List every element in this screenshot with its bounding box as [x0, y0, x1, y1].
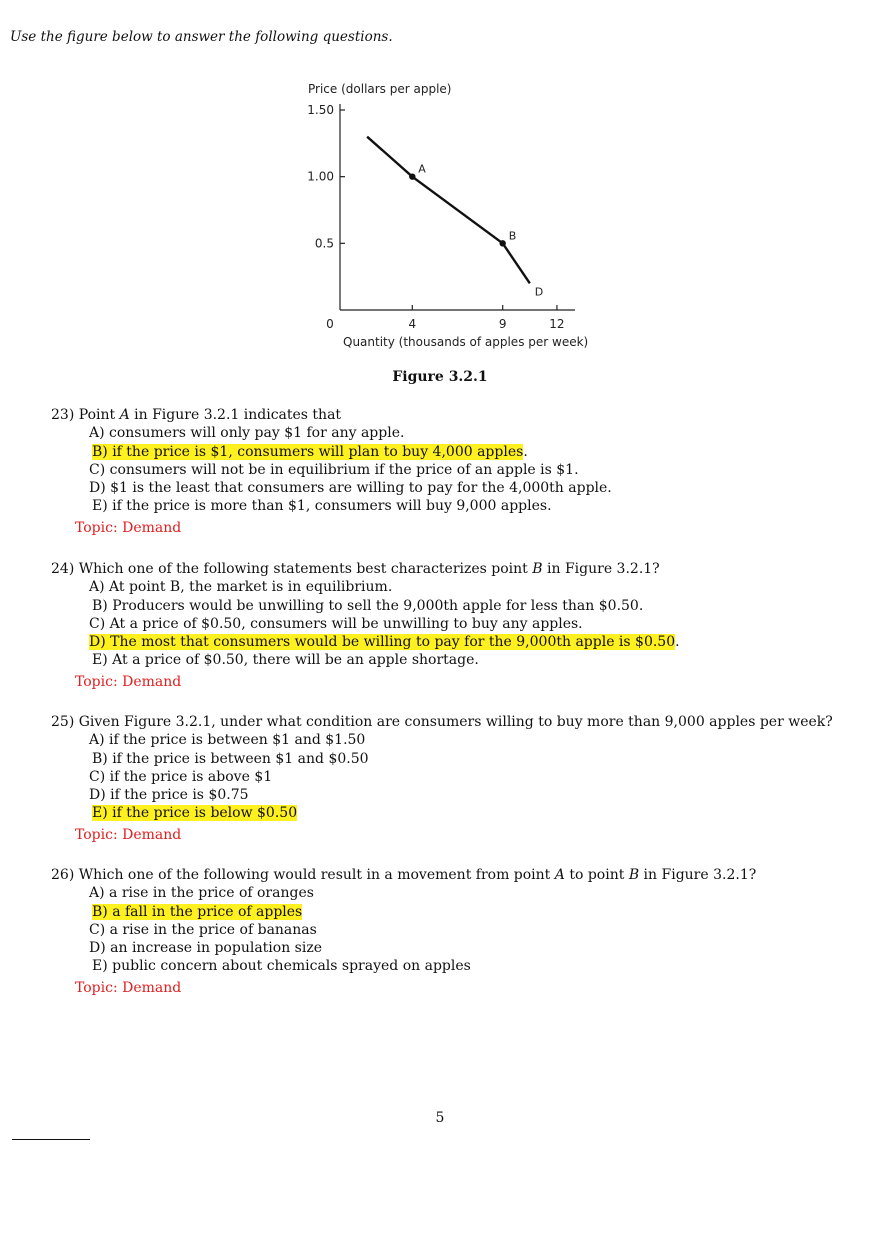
answer-option — [51, 921, 756, 939]
x-tick-label: 12 — [549, 317, 565, 331]
highlighted-answer: D) The most that consumers would be willing to pay for the 9,000th apple is $0.50 — [89, 634, 676, 651]
point-d-label: D — [534, 285, 544, 299]
stem-text: in Figure 3.2.1 indicates that — [129, 407, 342, 423]
demand-chart — [295, 75, 595, 365]
answer-option — [51, 615, 680, 633]
question-stem — [51, 713, 833, 731]
question-stem — [51, 406, 612, 424]
question-23 — [51, 406, 612, 537]
answer-option — [51, 750, 833, 768]
option-text: A) a rise in the price of oranges — [89, 885, 314, 902]
option-text: C) a rise in the price of bananas — [89, 921, 317, 938]
highlighted-answer: B) a fall in the price of apples — [92, 903, 303, 920]
topic-label: Topic: Demand — [75, 826, 182, 843]
footnote-rule — [12, 1139, 90, 1140]
option-text: D) if the price is $0.75 — [89, 787, 249, 804]
x-axis-title: Quantity (thousands of apples per week) — [343, 335, 589, 349]
option-text: A) consumers will only pay $1 for any apple. — [89, 425, 405, 442]
stem-text: in Figure 3.2.1? — [542, 561, 660, 577]
page-number: 5 — [435, 1110, 445, 1126]
answer-option — [51, 651, 680, 669]
question-26 — [51, 866, 756, 997]
answer-option — [51, 424, 612, 442]
answer-option — [51, 578, 680, 596]
option-text: B) Producers would be unwilling to sell the 9,000th apple for less than $0.50. — [92, 597, 644, 614]
answer-option — [51, 731, 833, 749]
topic-label: Topic: Demand — [75, 673, 182, 690]
highlighted-answer: B) if the price is $1, consumers will plan to buy 4,000 apples — [92, 443, 524, 460]
option-text: A) if the price is between $1 and $1.50 — [89, 732, 366, 749]
answer-option — [51, 939, 756, 957]
highlighted-answer: E) if the price is below $0.50 — [92, 805, 298, 822]
option-text: B) if the price is between $1 and $0.50 — [92, 750, 369, 767]
answer-option — [51, 497, 612, 515]
answer-option — [51, 633, 680, 651]
figure-caption: Figure 3.2.1 — [392, 369, 488, 385]
point-b-label: B — [508, 229, 517, 243]
question-stem — [51, 866, 756, 884]
option-text: C) consumers will not be in equilibrium if the price of an apple is $1. — [89, 461, 579, 478]
x-tick-label: 0 — [326, 317, 334, 331]
question-25 — [51, 713, 833, 844]
answer-option — [51, 443, 612, 461]
option-text: D) an increase in population size — [89, 940, 322, 957]
option-text: E) if the price is more than $1, consumers will buy 9,000 apples. — [92, 498, 552, 515]
answer-option — [51, 884, 756, 902]
option-trailing-punctuation: . — [523, 443, 528, 460]
point-b-marker — [499, 240, 505, 246]
point-variable: A — [554, 867, 565, 883]
stem-text: 26) Which one of the following would result in a movement from point — [51, 867, 555, 883]
answer-option — [51, 957, 756, 975]
point-a-label: A — [418, 162, 426, 176]
stem-text: 25) Given Figure 3.2.1, under what condition are consumers willing to buy more than 9,000 apples per week? — [51, 714, 833, 730]
answer-option — [51, 597, 680, 615]
answer-option — [51, 479, 612, 497]
stem-text: to point — [564, 867, 629, 883]
option-trailing-punctuation: . — [675, 634, 680, 651]
y-tick-label: 1.00 — [307, 169, 334, 184]
point-variable: B — [628, 867, 640, 883]
topic-label: Topic: Demand — [75, 979, 182, 996]
answer-option — [51, 786, 833, 804]
intro-instruction: Use the figure below to answer the following questions. — [10, 29, 393, 45]
topic-label: Topic: Demand — [75, 519, 182, 536]
answer-option — [51, 903, 756, 921]
question-stem — [51, 560, 680, 578]
demand-curve — [367, 137, 530, 284]
demand-figure — [295, 75, 595, 365]
stem-text: in Figure 3.2.1? — [639, 867, 757, 883]
option-text: E) At a price of $0.50, there will be an apple shortage. — [92, 652, 479, 669]
point-variable: B — [532, 561, 543, 577]
x-tick-label: 4 — [408, 317, 417, 331]
stem-text: 23) Point — [51, 407, 120, 423]
point-a-marker — [409, 173, 415, 179]
point-variable: A — [119, 407, 130, 423]
answer-option — [51, 768, 833, 786]
stem-text: 24) Which one of the following statements best characterizes point — [51, 561, 533, 577]
option-text: C) if the price is above $1 — [89, 768, 273, 785]
y-axis-title: Price (dollars per apple) — [308, 82, 452, 96]
x-tick-label: 9 — [498, 317, 507, 331]
option-text: C) At a price of $0.50, consumers will be unwilling to buy any apples. — [89, 615, 583, 632]
y-tick-label: 1.50 — [307, 103, 334, 117]
answer-option — [51, 461, 612, 479]
option-text: D) $1 is the least that consumers are willing to pay for the 4,000th apple. — [89, 480, 612, 497]
answer-option — [51, 804, 833, 822]
option-text: E) public concern about chemicals sprayed on apples — [92, 958, 471, 975]
option-text: A) At point B, the market is in equilibrium. — [89, 579, 393, 596]
question-24 — [51, 560, 680, 691]
y-tick-label: 0.5 — [314, 236, 334, 251]
